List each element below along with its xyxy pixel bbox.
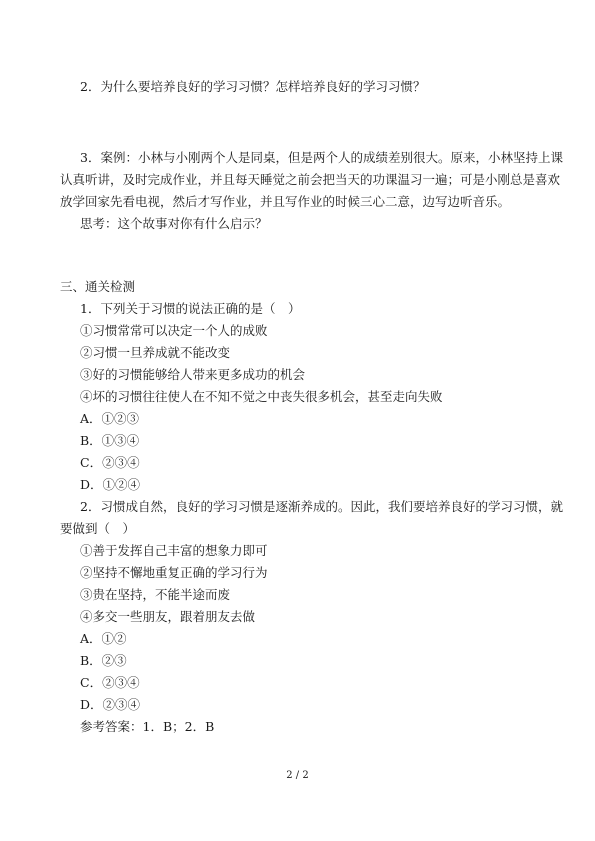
case-line-2: 认真听讲，及时完成作业，并且每天睡觉之前会把当天的功课温习一遍；可是小刚总是喜欢 [60, 172, 561, 187]
case-line-1: 3．案例：小林与小刚两个人是同桌，但是两个人的成绩差别很大。原来，小林坚持上课 [80, 150, 563, 165]
mc1-item: ③好的习惯能够给人带来更多成功的机会 [80, 367, 306, 382]
mc2-option: C．②③④ [80, 675, 140, 690]
mc1-item: ②习惯一旦养成就不能改变 [80, 345, 231, 360]
mc2-item: ③贵在坚持，不能半途而废 [80, 587, 231, 602]
page-number: 2 / 2 [286, 770, 309, 781]
answer-key: 参考答案：1．B；2．B [80, 719, 215, 734]
mc2-stem-line-2: 要做到（ ） [60, 521, 136, 536]
mc1-option: A．①②③ [80, 411, 140, 426]
mc2-stem-line-1: 2．习惯成自然，良好的学习习惯是逐渐养成的。因此，我们要培养良好的学习习惯，就 [80, 499, 563, 514]
mc1-item: ①习惯常常可以决定一个人的成败 [80, 323, 268, 338]
mc1-item: ④坏的习惯往往使人在不知不觉之中丧失很多机会，甚至走向失败 [80, 389, 443, 404]
question-2: 2．为什么要培养良好的学习习惯？怎样培养良好的学习习惯？ [80, 79, 426, 94]
section-title: 三、通关检测 [60, 279, 136, 294]
case-think: 思考：这个故事对你有什么启示？ [80, 216, 268, 231]
mc2-option: B．②③ [80, 653, 127, 668]
mc1-option: C．②③④ [80, 455, 140, 470]
mc1-option: D．①②④ [80, 477, 141, 492]
mc2-item: ④多交一些朋友，跟着朋友去做 [80, 609, 256, 624]
mc2-option: A．①② [80, 631, 127, 646]
mc2-item: ①善于发挥自己丰富的想象力即可 [80, 543, 268, 558]
case-line-3: 放学回家先看电视，然后才写作业，并且写作业的时候三心二意，边写边听音乐。 [60, 194, 511, 209]
mc2-item: ②坚持不懈地重复正确的学习行为 [80, 565, 268, 580]
mc2-option: D．②③④ [80, 697, 141, 712]
mc1-stem: 1．下列关于习惯的说法正确的是（ ） [80, 301, 301, 316]
mc1-option: B．①③④ [80, 433, 140, 448]
